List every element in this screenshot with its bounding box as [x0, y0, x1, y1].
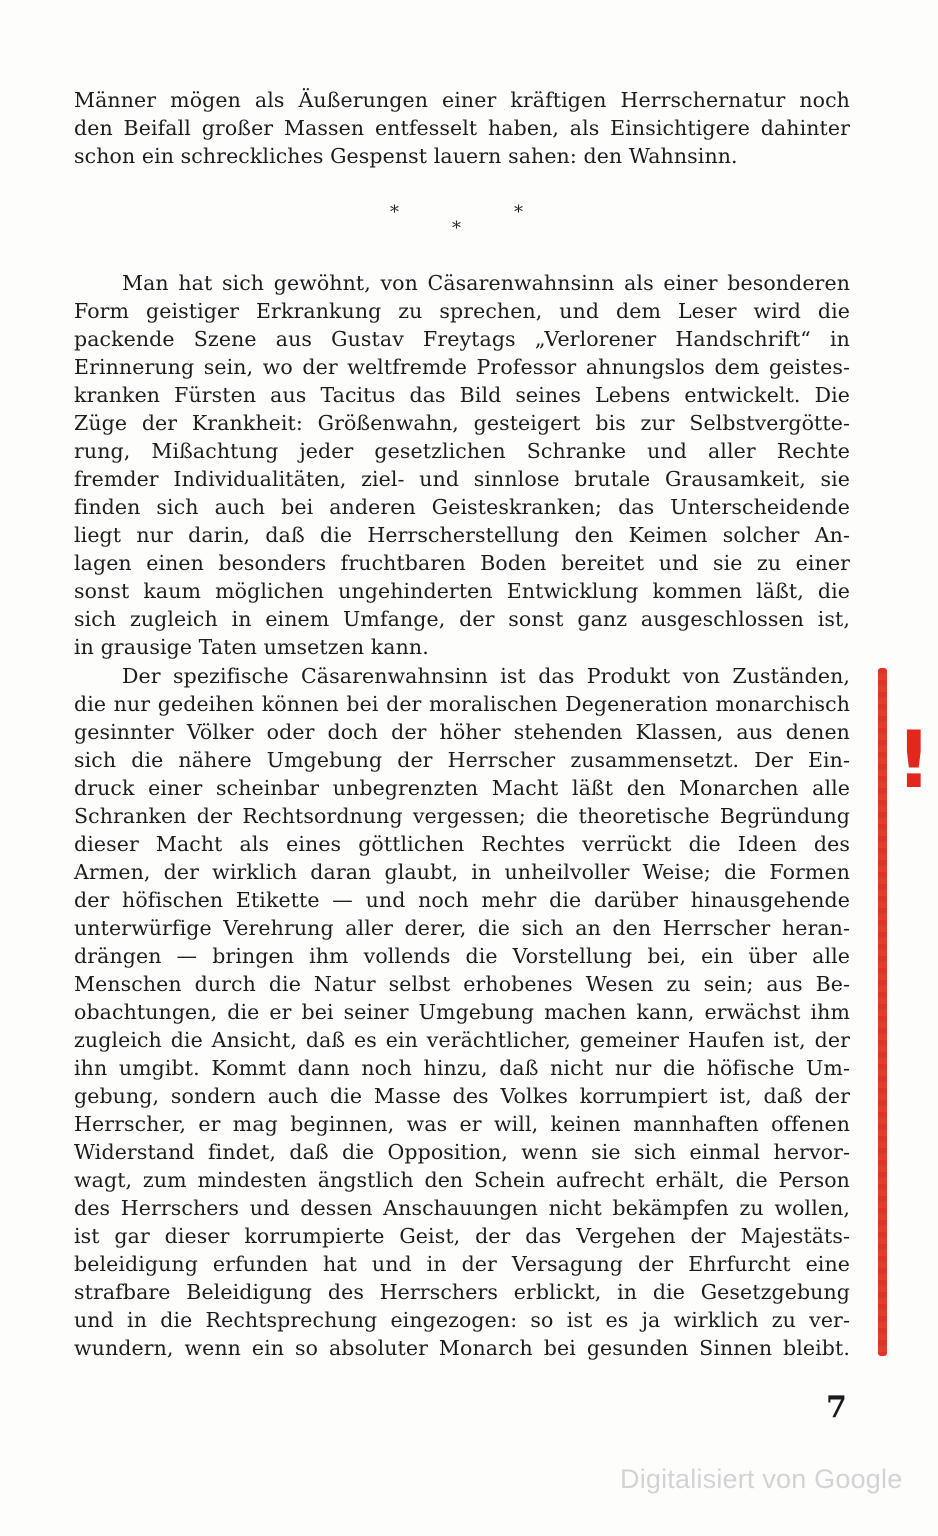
- text-line: Herrscher, er mag beginnen, was er will, keinen mannhaften offenen: [74, 1112, 850, 1136]
- text-line: druck einer scheinbar unbegrenzten Macht läßt den Monarchen alle: [74, 776, 850, 800]
- page-number: 7: [826, 1390, 847, 1425]
- text-line: Man hat sich gewöhnt, von Cäsarenwahnsinn als einer besonderen: [122, 271, 850, 295]
- text-line: liegt nur darin, daß die Herrscherstellung den Keimen solcher An-: [74, 523, 850, 547]
- text-line: fremder Individualitäten, ziel- und sinnlose brutale Grausamkeit, sie: [74, 467, 850, 491]
- asterisk: *: [452, 218, 461, 239]
- text-line: ist gar dieser korrumpierte Geist, der das Vergehen der Majestäts-: [74, 1224, 850, 1248]
- digitization-watermark: Digitalisiert von Google: [620, 1464, 903, 1494]
- text-line: und in die Rechtsprechung eingezogen: so ist es ja wirklich zu ver-: [74, 1308, 850, 1332]
- text-line: drängen — bringen ihm vollends die Vorstellung bei, ein über alle: [74, 944, 850, 968]
- text-line: finden sich auch bei anderen Geisteskranken; das Unterscheidende: [74, 495, 850, 519]
- text-line: sich zugleich in einem Umfange, der sonst ganz ausgeschlossen ist,: [74, 607, 850, 631]
- text-line: schon ein schreckliches Gespenst lauern sahen: den Wahnsinn.: [74, 144, 738, 168]
- text-line: unterwürfige Verehrung aller derer, die sich an den Herrscher heran-: [74, 916, 850, 940]
- text-line: den Beifall großer Massen entfesselt haben, als Einsichtigere dahinter: [74, 116, 850, 140]
- text-line: Form geistiger Erkrankung zu sprechen, und dem Leser wird die: [74, 299, 850, 323]
- text-line: sich die nähere Umgebung der Herrscher zusammensetzt. Der Ein-: [74, 748, 850, 772]
- text-line: des Herrschers und dessen Anschauungen nicht bekämpfen zu wollen,: [74, 1196, 850, 1220]
- intro-paragraph: [74, 86, 850, 170]
- text-line: Züge der Krankheit: Größenwahn, gesteigert bis zur Selbstvergötte-: [74, 411, 850, 435]
- asterisk: *: [514, 202, 523, 223]
- paragraph-2: [74, 662, 850, 1362]
- text-line: gebung, sondern auch die Masse des Volkes korrumpiert ist, daß der: [74, 1084, 850, 1108]
- text-line: Männer mögen als Äußerungen einer kräftigen Herrschernatur noch: [74, 88, 850, 112]
- text-line: packende Szene aus Gustav Freytags „Verlorener Handschrift“ in: [74, 327, 850, 351]
- margin-highlight-line: [878, 668, 887, 1356]
- text-line: gesinnter Völker oder doch der höher stehenden Klassen, aus denen: [74, 720, 850, 744]
- text-line: wundern, wenn ein so absoluter Monarch bei gesunden Sinnen bleibt.: [74, 1336, 850, 1360]
- text-line: obachtungen, die er bei seiner Umgebung machen kann, erwächst ihm: [74, 1000, 850, 1024]
- text-line: beleidigung erfunden hat und in der Versagung der Ehrfurcht eine: [74, 1252, 850, 1276]
- text-line: dieser Macht als eines göttlichen Rechtes verrückt die Ideen des: [74, 832, 850, 856]
- text-line: Schranken der Rechtsordnung vergessen; die theoretische Begründung: [74, 804, 850, 828]
- text-line: in grausige Taten umsetzen kann.: [74, 635, 429, 659]
- text-line: wagt, zum mindesten ängstlich den Schein aufrecht erhält, die Person: [74, 1168, 850, 1192]
- text-line: Widerstand findet, daß die Opposition, wenn sie sich einmal hervor-: [74, 1140, 850, 1164]
- text-line: rung, Mißachtung jeder gesetzlichen Schranke und aller Rechte: [74, 439, 850, 463]
- text-line: Menschen durch die Natur selbst erhobenes Wesen zu sein; aus Be-: [74, 972, 850, 996]
- text-line: lagen einen besonders fruchtbaren Boden bereitet und sie zu einer: [74, 551, 850, 575]
- text-line: Armen, der wirklich daran glaubt, in unheilvoller Weise; die Formen: [74, 860, 850, 884]
- text-line: der höfischen Etikette — und noch mehr die darüber hinausgehende: [74, 888, 850, 912]
- text-line: Erinnerung sein, wo der weltfremde Professor ahnungslos dem geistes-: [74, 355, 850, 379]
- text-line: strafbare Beleidigung des Herrschers erblickt, in die Gesetzgebung: [74, 1280, 850, 1304]
- text-line: die nur gedeihen können bei der moralischen Degeneration monarchisch: [74, 692, 850, 716]
- text-line: zugleich die Ansicht, daß es ein verächtlicher, gemeiner Haufen ist, der: [74, 1028, 850, 1052]
- text-line: Der spezifische Cäsarenwahnsinn ist das Produkt von Zuständen,: [122, 664, 850, 688]
- text-line: ihn umgibt. Kommt dann noch hinzu, daß nicht nur die höfische Um-: [74, 1056, 850, 1080]
- asterisk: *: [390, 202, 399, 223]
- paragraph-1: [74, 269, 850, 661]
- section-separator: [0, 198, 938, 238]
- text-line: kranken Fürsten aus Tacitus das Bild seines Lebens entwickelt. Die: [74, 383, 850, 407]
- margin-exclamation-annotation: !: [896, 716, 932, 806]
- text-line: sonst kaum möglichen ungehinderten Entwicklung kommen läßt, die: [74, 579, 850, 603]
